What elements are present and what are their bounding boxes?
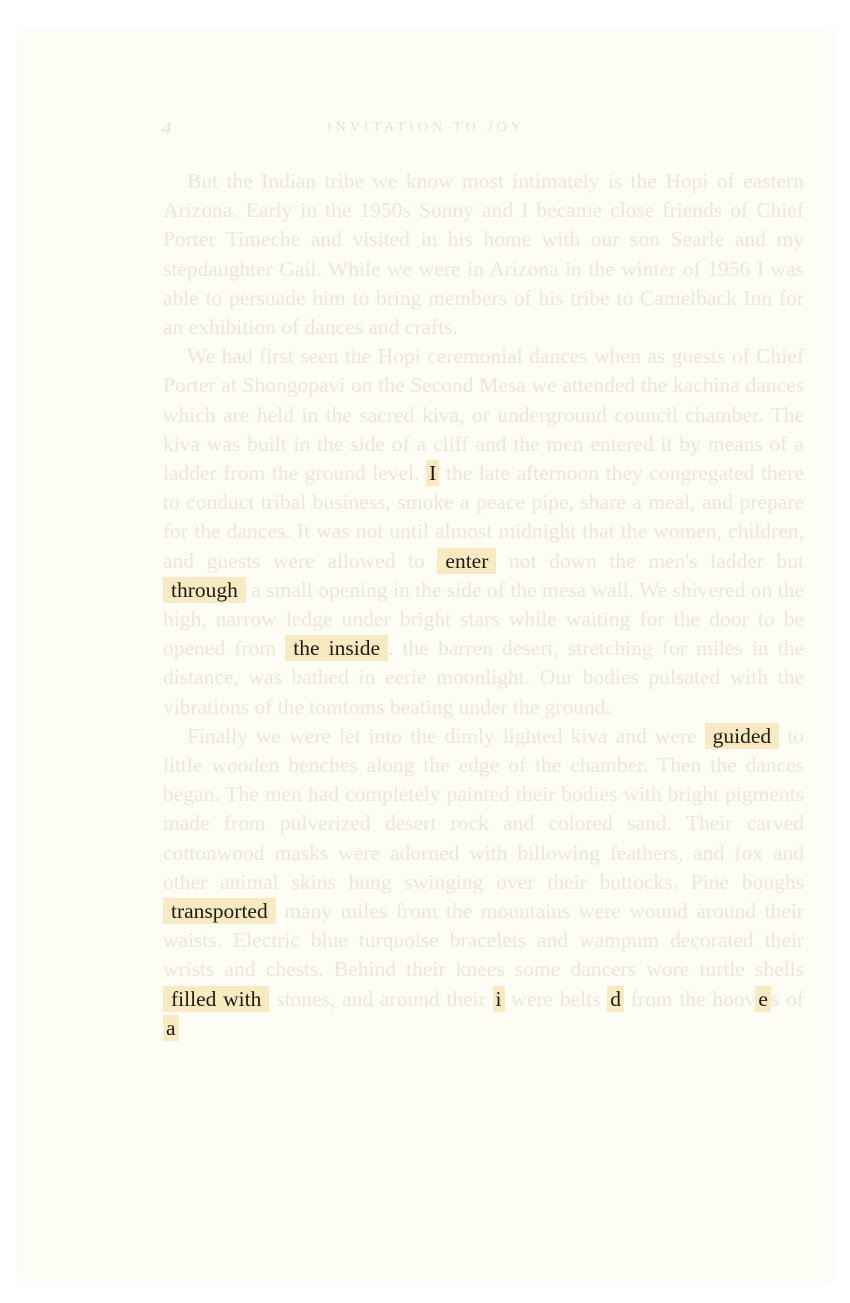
faded-text: not down the men's ladder but [496, 548, 804, 573]
highlighted-word: the inside [285, 635, 388, 661]
faded-text: many miles from the mountains were wound around their waists. Electric blue turquoise bracelets and wampum decorated their wrists and chests. Behind their knees some dancers wore turtle shells [163, 899, 804, 982]
faded-text: We had first seen the Hopi ceremonial dances when as guests of Chief Porter at Shongopavi on the Second Mesa we attended the kachina dances which are held in the sacred kiva, or underground council chamber. The kiva was built in the side of a cliff and the men entered it by means of a ladder from the ground level. [163, 344, 804, 486]
highlighted-word: guided [705, 723, 780, 749]
faded-text: But the Indian tribe we know most intimately is the Hopi of eastern Arizona. Early in the 1950s Sonny and I became close friends of Chief Porter Timeche and visited in his home with our son Searle and my stepdaughter Gail. While we were in Arizona in the winter of 1956 I was able to persuade him to bring members of his tribe to Camelback Inn for an exhibition of dances and crafts. [163, 169, 804, 340]
faded-text: to little wooden benches along the edge of the chamber. Then the dances began. The men had completely painted their bodies with bright pigments made from pulverized desert rock and colored sand. Their carved cottonwood masks were adorned with billowing feathers, and fox and other animal skins hung swinging over their buttocks. Pine boughs [163, 723, 804, 894]
page-number: 4 [162, 118, 172, 139]
faded-text: stones, and around their [269, 986, 493, 1011]
highlighted-word: d [607, 986, 624, 1012]
faded-text: . the barren desert, stretching for miles in the distance, was bathed in eerie moonlight. Our bodies pulsated with the vibrations of the tomtoms beating under the ground. [163, 636, 804, 719]
highlighted-word: enter [437, 548, 496, 574]
highlighted-word: transported [163, 898, 276, 924]
highlighted-word: e [755, 986, 771, 1012]
faded-text: s of [770, 986, 804, 1011]
highlighted-word: i [493, 986, 505, 1012]
body-text [163, 167, 804, 1043]
faded-text: the late afternoon they congregated there to conduct tribal business, smoke a peace pipe, share a meal, and prepare for the dances. It was not until almost midnight that the women, children, and guests were allowed to [163, 461, 804, 573]
highlighted-word: through [163, 577, 246, 603]
faded-text: were belts [504, 986, 608, 1011]
book-page [20, 30, 832, 1280]
highlighted-word: I [426, 460, 439, 486]
faded-text: from the hoov [623, 986, 756, 1011]
paragraph [163, 342, 804, 722]
paragraph [163, 722, 804, 1043]
faded-text: a small opening in the side of the mesa wall. We shivered on the high, narrow ledge under bright stars while waiting for the door to be opened from [163, 577, 804, 661]
highlighted-word: filled with [163, 986, 269, 1012]
book-title: INVITATION TO JOY [327, 120, 525, 135]
highlighted-word: a [163, 1015, 179, 1041]
faded-text: Finally we were let into the dimly lighted kiva and were [187, 723, 705, 748]
running-head [20, 118, 832, 142]
paragraph [163, 167, 804, 342]
